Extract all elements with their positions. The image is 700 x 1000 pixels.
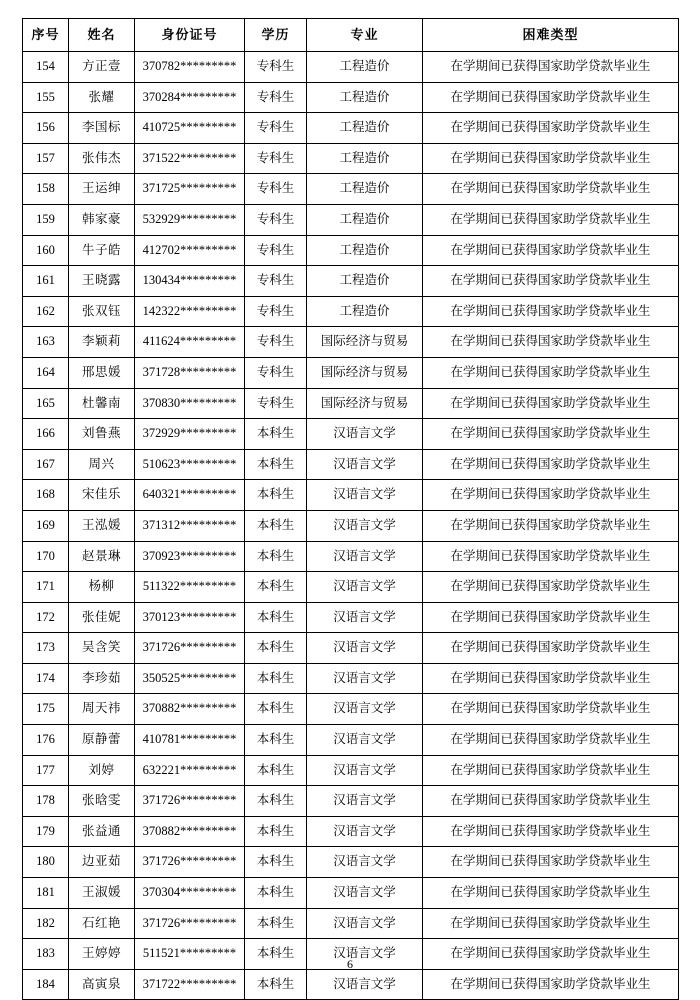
table-row xyxy=(23,602,679,633)
cell-id-number: 371522********* xyxy=(135,143,245,174)
cell-education: 专科生 xyxy=(245,235,307,266)
cell-index: 176 xyxy=(23,725,69,756)
cell-major: 汉语言文学 xyxy=(307,939,423,970)
cell-name: 边亚茹 xyxy=(69,847,135,878)
cell-name: 王泓媛 xyxy=(69,510,135,541)
cell-id-number: 632221********* xyxy=(135,755,245,786)
cell-education: 本科生 xyxy=(245,847,307,878)
cell-name: 李颖莉 xyxy=(69,327,135,358)
cell-name: 刘鲁燕 xyxy=(69,419,135,450)
table-row xyxy=(23,541,679,572)
table-row xyxy=(23,327,679,358)
cell-id-number: 511521********* xyxy=(135,939,245,970)
cell-id-number: 370882********* xyxy=(135,694,245,725)
cell-index: 171 xyxy=(23,572,69,603)
cell-difficulty-type: 在学期间已获得国家助学贷款毕业生 xyxy=(423,266,679,297)
cell-major: 汉语言文学 xyxy=(307,969,423,1000)
cell-index: 175 xyxy=(23,694,69,725)
cell-name: 张佳妮 xyxy=(69,602,135,633)
cell-major: 工程造价 xyxy=(307,296,423,327)
cell-id-number: 371312********* xyxy=(135,510,245,541)
cell-name: 石红艳 xyxy=(69,908,135,939)
cell-id-number: 370782********* xyxy=(135,52,245,83)
cell-id-number: 511322********* xyxy=(135,572,245,603)
cell-name: 宋佳乐 xyxy=(69,480,135,511)
cell-major: 汉语言文学 xyxy=(307,449,423,480)
table-row xyxy=(23,786,679,817)
cell-difficulty-type: 在学期间已获得国家助学贷款毕业生 xyxy=(423,908,679,939)
cell-index: 178 xyxy=(23,786,69,817)
cell-index: 168 xyxy=(23,480,69,511)
cell-major: 国际经济与贸易 xyxy=(307,327,423,358)
cell-id-number: 371726********* xyxy=(135,847,245,878)
cell-id-number: 350525********* xyxy=(135,663,245,694)
cell-id-number: 371725********* xyxy=(135,174,245,205)
table-row xyxy=(23,816,679,847)
page-number: 6 xyxy=(347,957,353,971)
cell-name: 吴含笑 xyxy=(69,633,135,664)
cell-index: 156 xyxy=(23,113,69,144)
cell-difficulty-type: 在学期间已获得国家助学贷款毕业生 xyxy=(423,480,679,511)
table-row xyxy=(23,725,679,756)
cell-name: 周天祎 xyxy=(69,694,135,725)
cell-major: 汉语言文学 xyxy=(307,786,423,817)
cell-index: 181 xyxy=(23,878,69,909)
cell-index: 169 xyxy=(23,510,69,541)
cell-education: 本科生 xyxy=(245,878,307,909)
cell-index: 160 xyxy=(23,235,69,266)
cell-education: 专科生 xyxy=(245,388,307,419)
table-row xyxy=(23,449,679,480)
cell-difficulty-type: 在学期间已获得国家助学贷款毕业生 xyxy=(423,572,679,603)
cell-name: 王婷婷 xyxy=(69,939,135,970)
cell-major: 汉语言文学 xyxy=(307,694,423,725)
cell-major: 汉语言文学 xyxy=(307,847,423,878)
cell-id-number: 372929********* xyxy=(135,419,245,450)
column-header-difficulty-type: 困难类型 xyxy=(423,19,679,52)
table-row xyxy=(23,388,679,419)
cell-education: 专科生 xyxy=(245,204,307,235)
table-row xyxy=(23,419,679,450)
cell-index: 183 xyxy=(23,939,69,970)
cell-index: 173 xyxy=(23,633,69,664)
cell-difficulty-type: 在学期间已获得国家助学贷款毕业生 xyxy=(423,725,679,756)
cell-difficulty-type: 在学期间已获得国家助学贷款毕业生 xyxy=(423,449,679,480)
cell-education: 专科生 xyxy=(245,174,307,205)
cell-education: 本科生 xyxy=(245,510,307,541)
cell-index: 162 xyxy=(23,296,69,327)
cell-major: 汉语言文学 xyxy=(307,816,423,847)
cell-index: 174 xyxy=(23,663,69,694)
cell-index: 164 xyxy=(23,357,69,388)
cell-name: 王淑媛 xyxy=(69,878,135,909)
cell-education: 本科生 xyxy=(245,419,307,450)
cell-education: 专科生 xyxy=(245,266,307,297)
cell-name: 韩家豪 xyxy=(69,204,135,235)
cell-id-number: 130434********* xyxy=(135,266,245,297)
cell-education: 专科生 xyxy=(245,357,307,388)
table-row xyxy=(23,755,679,786)
cell-id-number: 142322********* xyxy=(135,296,245,327)
cell-education: 本科生 xyxy=(245,449,307,480)
table-header-row xyxy=(23,19,679,52)
cell-major: 汉语言文学 xyxy=(307,908,423,939)
table-row xyxy=(23,480,679,511)
column-header-id-number: 身份证号 xyxy=(135,19,245,52)
cell-name: 刘婷 xyxy=(69,755,135,786)
table-row xyxy=(23,266,679,297)
cell-id-number: 371726********* xyxy=(135,908,245,939)
cell-name: 周兴 xyxy=(69,449,135,480)
cell-index: 158 xyxy=(23,174,69,205)
cell-difficulty-type: 在学期间已获得国家助学贷款毕业生 xyxy=(423,52,679,83)
cell-name: 原静蕾 xyxy=(69,725,135,756)
cell-index: 184 xyxy=(23,969,69,1000)
cell-name: 赵景琳 xyxy=(69,541,135,572)
cell-id-number: 510623********* xyxy=(135,449,245,480)
table-row xyxy=(23,82,679,113)
cell-id-number: 371726********* xyxy=(135,633,245,664)
table-header xyxy=(23,19,679,52)
table-row xyxy=(23,633,679,664)
table-row xyxy=(23,694,679,725)
cell-major: 工程造价 xyxy=(307,204,423,235)
cell-id-number: 371722********* xyxy=(135,969,245,1000)
column-header-major: 专业 xyxy=(307,19,423,52)
column-header-index: 序号 xyxy=(23,19,69,52)
cell-education: 本科生 xyxy=(245,541,307,572)
cell-education: 本科生 xyxy=(245,480,307,511)
cell-difficulty-type: 在学期间已获得国家助学贷款毕业生 xyxy=(423,633,679,664)
cell-difficulty-type: 在学期间已获得国家助学贷款毕业生 xyxy=(423,939,679,970)
cell-difficulty-type: 在学期间已获得国家助学贷款毕业生 xyxy=(423,602,679,633)
cell-id-number: 370830********* xyxy=(135,388,245,419)
cell-difficulty-type: 在学期间已获得国家助学贷款毕业生 xyxy=(423,296,679,327)
cell-education: 本科生 xyxy=(245,694,307,725)
cell-major: 工程造价 xyxy=(307,174,423,205)
cell-id-number: 532929********* xyxy=(135,204,245,235)
table-row xyxy=(23,204,679,235)
cell-difficulty-type: 在学期间已获得国家助学贷款毕业生 xyxy=(423,357,679,388)
table-row xyxy=(23,572,679,603)
cell-difficulty-type: 在学期间已获得国家助学贷款毕业生 xyxy=(423,510,679,541)
cell-index: 166 xyxy=(23,419,69,450)
cell-education: 专科生 xyxy=(245,113,307,144)
table-row xyxy=(23,357,679,388)
cell-difficulty-type: 在学期间已获得国家助学贷款毕业生 xyxy=(423,388,679,419)
cell-name: 张伟杰 xyxy=(69,143,135,174)
cell-name: 李国标 xyxy=(69,113,135,144)
table-row xyxy=(23,52,679,83)
cell-name: 张双钰 xyxy=(69,296,135,327)
cell-major: 汉语言文学 xyxy=(307,725,423,756)
cell-difficulty-type: 在学期间已获得国家助学贷款毕业生 xyxy=(423,419,679,450)
cell-difficulty-type: 在学期间已获得国家助学贷款毕业生 xyxy=(423,694,679,725)
cell-index: 180 xyxy=(23,847,69,878)
cell-major: 汉语言文学 xyxy=(307,541,423,572)
cell-index: 155 xyxy=(23,82,69,113)
cell-index: 167 xyxy=(23,449,69,480)
cell-difficulty-type: 在学期间已获得国家助学贷款毕业生 xyxy=(423,816,679,847)
cell-difficulty-type: 在学期间已获得国家助学贷款毕业生 xyxy=(423,786,679,817)
cell-index: 172 xyxy=(23,602,69,633)
cell-id-number: 370284********* xyxy=(135,82,245,113)
cell-id-number: 370123********* xyxy=(135,602,245,633)
table-row xyxy=(23,510,679,541)
cell-difficulty-type: 在学期间已获得国家助学贷款毕业生 xyxy=(423,755,679,786)
cell-name: 邢思媛 xyxy=(69,357,135,388)
cell-difficulty-type: 在学期间已获得国家助学贷款毕业生 xyxy=(423,847,679,878)
cell-id-number: 370304********* xyxy=(135,878,245,909)
student-roster-table xyxy=(22,18,679,1000)
cell-id-number: 370882********* xyxy=(135,816,245,847)
cell-index: 161 xyxy=(23,266,69,297)
cell-id-number: 410781********* xyxy=(135,725,245,756)
cell-name: 王运绅 xyxy=(69,174,135,205)
cell-major: 汉语言文学 xyxy=(307,878,423,909)
cell-education: 本科生 xyxy=(245,663,307,694)
table-row xyxy=(23,663,679,694)
cell-name: 高寅泉 xyxy=(69,969,135,1000)
table-row xyxy=(23,908,679,939)
cell-major: 工程造价 xyxy=(307,113,423,144)
cell-education: 专科生 xyxy=(245,296,307,327)
column-header-name: 姓名 xyxy=(69,19,135,52)
cell-major: 工程造价 xyxy=(307,52,423,83)
cell-major: 工程造价 xyxy=(307,266,423,297)
cell-index: 179 xyxy=(23,816,69,847)
cell-index: 170 xyxy=(23,541,69,572)
cell-major: 国际经济与贸易 xyxy=(307,388,423,419)
cell-name: 张耀 xyxy=(69,82,135,113)
cell-difficulty-type: 在学期间已获得国家助学贷款毕业生 xyxy=(423,113,679,144)
cell-major: 汉语言文学 xyxy=(307,602,423,633)
cell-difficulty-type: 在学期间已获得国家助学贷款毕业生 xyxy=(423,235,679,266)
cell-index: 182 xyxy=(23,908,69,939)
cell-index: 163 xyxy=(23,327,69,358)
cell-education: 本科生 xyxy=(245,939,307,970)
table-row xyxy=(23,235,679,266)
cell-education: 本科生 xyxy=(245,816,307,847)
cell-name: 牛子皓 xyxy=(69,235,135,266)
cell-major: 汉语言文学 xyxy=(307,480,423,511)
cell-id-number: 371726********* xyxy=(135,786,245,817)
cell-major: 汉语言文学 xyxy=(307,510,423,541)
column-header-education: 学历 xyxy=(245,19,307,52)
cell-index: 159 xyxy=(23,204,69,235)
cell-education: 本科生 xyxy=(245,908,307,939)
cell-major: 汉语言文学 xyxy=(307,633,423,664)
cell-education: 本科生 xyxy=(245,572,307,603)
cell-major: 工程造价 xyxy=(307,235,423,266)
cell-index: 154 xyxy=(23,52,69,83)
cell-difficulty-type: 在学期间已获得国家助学贷款毕业生 xyxy=(423,82,679,113)
cell-education: 本科生 xyxy=(245,633,307,664)
cell-difficulty-type: 在学期间已获得国家助学贷款毕业生 xyxy=(423,878,679,909)
cell-index: 157 xyxy=(23,143,69,174)
cell-education: 专科生 xyxy=(245,327,307,358)
cell-id-number: 370923********* xyxy=(135,541,245,572)
table-body xyxy=(23,52,679,1000)
cell-id-number: 412702********* xyxy=(135,235,245,266)
cell-major: 汉语言文学 xyxy=(307,572,423,603)
cell-education: 专科生 xyxy=(245,82,307,113)
cell-major: 工程造价 xyxy=(307,82,423,113)
cell-id-number: 640321********* xyxy=(135,480,245,511)
table-row xyxy=(23,143,679,174)
cell-name: 杨柳 xyxy=(69,572,135,603)
cell-major: 汉语言文学 xyxy=(307,663,423,694)
cell-education: 本科生 xyxy=(245,969,307,1000)
table-row xyxy=(23,878,679,909)
cell-major: 工程造价 xyxy=(307,143,423,174)
cell-difficulty-type: 在学期间已获得国家助学贷款毕业生 xyxy=(423,143,679,174)
cell-difficulty-type: 在学期间已获得国家助学贷款毕业生 xyxy=(423,174,679,205)
cell-name: 张晗雯 xyxy=(69,786,135,817)
table-row xyxy=(23,113,679,144)
table-row xyxy=(23,847,679,878)
cell-major: 汉语言文学 xyxy=(307,419,423,450)
cell-name: 方正壹 xyxy=(69,52,135,83)
cell-difficulty-type: 在学期间已获得国家助学贷款毕业生 xyxy=(423,327,679,358)
cell-id-number: 410725********* xyxy=(135,113,245,144)
cell-difficulty-type: 在学期间已获得国家助学贷款毕业生 xyxy=(423,204,679,235)
cell-index: 165 xyxy=(23,388,69,419)
cell-name: 王晓露 xyxy=(69,266,135,297)
table-row xyxy=(23,174,679,205)
table-row xyxy=(23,969,679,1000)
cell-difficulty-type: 在学期间已获得国家助学贷款毕业生 xyxy=(423,969,679,1000)
cell-id-number: 371728********* xyxy=(135,357,245,388)
cell-index: 177 xyxy=(23,755,69,786)
cell-education: 专科生 xyxy=(245,52,307,83)
cell-difficulty-type: 在学期间已获得国家助学贷款毕业生 xyxy=(423,663,679,694)
cell-education: 专科生 xyxy=(245,143,307,174)
cell-major: 国际经济与贸易 xyxy=(307,357,423,388)
cell-education: 本科生 xyxy=(245,725,307,756)
cell-name: 李珍茹 xyxy=(69,663,135,694)
cell-name: 张益通 xyxy=(69,816,135,847)
cell-education: 本科生 xyxy=(245,786,307,817)
cell-name: 杜馨南 xyxy=(69,388,135,419)
table-row xyxy=(23,296,679,327)
cell-education: 本科生 xyxy=(245,602,307,633)
cell-major: 汉语言文学 xyxy=(307,755,423,786)
cell-id-number: 411624********* xyxy=(135,327,245,358)
cell-difficulty-type: 在学期间已获得国家助学贷款毕业生 xyxy=(423,541,679,572)
cell-education: 本科生 xyxy=(245,755,307,786)
